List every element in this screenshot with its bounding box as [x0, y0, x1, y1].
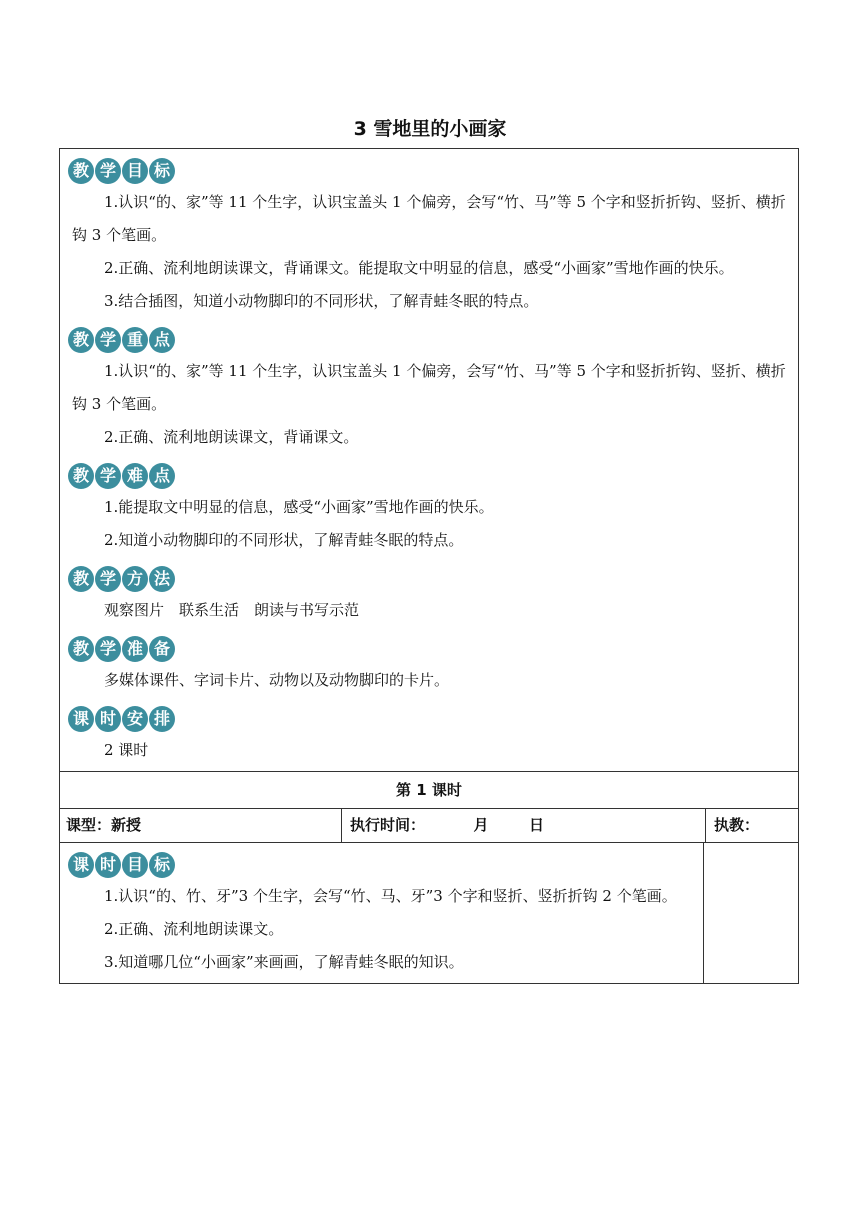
document-title: 3 雪地里的小画家 — [353, 118, 507, 140]
lesson-goals-cell — [60, 843, 704, 983]
execution-time-label: 执行时间： — [350, 816, 426, 834]
badge-char: 标 — [149, 852, 175, 878]
section-teaching-goals — [60, 149, 798, 318]
badge-char: 法 — [149, 566, 175, 592]
paragraph: 2.知道小动物脚印的不同形状，了解青蛙冬眠的特点。 — [104, 531, 464, 549]
badge-char: 教 — [68, 636, 94, 662]
section-preparation — [60, 627, 798, 697]
paragraph: 2.正确、流利地朗读课文，背诵课文。能提取文中明显的信息，感受“小画家”雪地作画的快乐。 — [104, 259, 734, 277]
badge-char: 学 — [95, 463, 121, 489]
badge-char: 重 — [122, 327, 148, 353]
section-badge-group — [68, 843, 695, 880]
lesson-notes-cell — [704, 843, 798, 983]
paragraph: 2 课时 — [104, 741, 149, 759]
badge-char: 课 — [68, 706, 94, 732]
badge-char: 点 — [149, 463, 175, 489]
badge-char: 安 — [122, 706, 148, 732]
teacher-cell: 执教： — [714, 816, 760, 834]
badge-char: 课 — [68, 852, 94, 878]
badge-char: 教 — [68, 158, 94, 184]
badge-char: 备 — [149, 636, 175, 662]
badge-char: 标 — [149, 158, 175, 184]
section-methods — [60, 557, 798, 627]
section-schedule — [60, 697, 798, 771]
badge-char: 时 — [95, 706, 121, 732]
badge-char: 教 — [68, 327, 94, 353]
execution-time-cell — [342, 809, 706, 842]
section-badge-group — [68, 454, 790, 491]
lesson-body-row — [60, 842, 798, 983]
paragraph: 观察图片 联系生活 朗读与书写示范 — [104, 601, 360, 619]
paragraph: 多媒体课件、字词卡片、动物以及动物脚印的卡片。 — [104, 671, 450, 689]
badge-char: 教 — [68, 566, 94, 592]
section-badge-group — [68, 557, 790, 594]
badge-char: 时 — [95, 852, 121, 878]
paragraph: 1.能提取文中明显的信息，感受“小画家”雪地作画的快乐。 — [104, 498, 494, 516]
paragraph: 3.知道哪几位“小画家”来画画，了解青蛙冬眠的知识。 — [104, 953, 464, 971]
lesson-type-cell: 课型：新授 — [60, 809, 342, 842]
lesson-header-row: 第 1 课时 — [60, 771, 798, 808]
lesson-plan-table — [59, 148, 799, 984]
badge-char: 学 — [95, 158, 121, 184]
section-badge-group — [68, 318, 790, 355]
paragraph: 1.认识“的、家”等 11 个生字，认识宝盖头 1 个偏旁，会写“竹、马”等 5 个字和竖折折钩、竖折、横折钩 3 个笔画。 — [72, 193, 786, 244]
badge-char: 方 — [122, 566, 148, 592]
badge-char: 目 — [122, 852, 148, 878]
badge-char: 点 — [149, 327, 175, 353]
section-difficulties — [60, 454, 798, 557]
paragraph: 1.认识“的、家”等 11 个生字，认识宝盖头 1 个偏旁，会写“竹、马”等 5 个字和竖折折钩、竖折、横折钩 3 个笔画。 — [72, 362, 786, 413]
badge-char: 准 — [122, 636, 148, 662]
badge-char: 目 — [122, 158, 148, 184]
badge-char: 学 — [95, 327, 121, 353]
day-label: 日 — [528, 816, 544, 834]
badge-char: 学 — [95, 636, 121, 662]
section-badge-group — [68, 697, 790, 734]
badge-char: 难 — [122, 463, 148, 489]
badge-char: 学 — [95, 566, 121, 592]
paragraph: 1.认识“的、竹、牙”3 个生字，会写“竹、马、牙”3 个字和竖折、竖折折钩 2 个笔画。 — [104, 887, 677, 905]
section-badge-group — [68, 149, 790, 186]
lesson-info-row — [60, 808, 798, 842]
section-key-points — [60, 318, 798, 454]
badge-char: 排 — [149, 706, 175, 732]
paragraph: 2.正确、流利地朗读课文。 — [104, 920, 284, 938]
paragraph: 2.正确、流利地朗读课文，背诵课文。 — [104, 428, 359, 446]
badge-char: 教 — [68, 463, 94, 489]
paragraph: 3.结合插图，知道小动物脚印的不同形状，了解青蛙冬眠的特点。 — [104, 292, 539, 310]
month-label: 月 — [473, 816, 489, 834]
section-badge-group — [68, 627, 790, 664]
